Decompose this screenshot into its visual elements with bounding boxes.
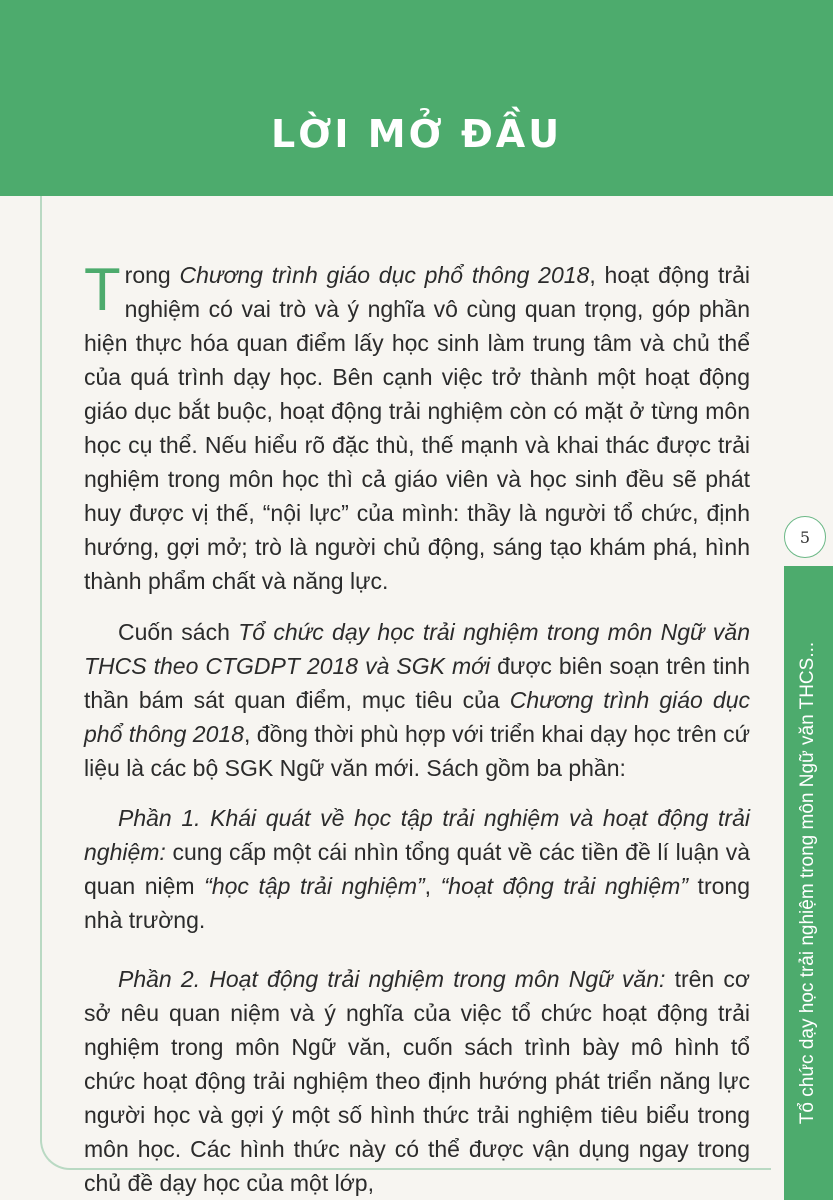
text-run: , hoạt động trải nghiệm có vai trò và ý nghĩa vô cùng quan trọng, góp phần hiện thực hóa quan điểm lấy học sinh làm trung tâm và chủ thể của quá trình dạy học. Bên cạnh việc trở thành một hoạt động giáo dục bắt buộc, hoạt động trải nghiệm còn có mặt ở từng môn học cụ thể. Nếu hiểu rõ đặc thù, thế mạnh và khai thác được trải nghiệm trong môn học thì cả giáo viên và học sinh đều sẽ phát huy được vị thế, “nội lực” của mình: thầy là người tổ chức, định hướng, gợi mở; trò là người chủ động, sáng tạo khám phá, hình thành phẩm chất và năng lực. [84,262,750,594]
text-run: cung cấp một cái nhìn tổng quát về các tiền đề lí luận và quan niệm [84,839,750,899]
italic-run: Phần 1. Khái quát về học tập trải nghiệm và hoạt động trải nghiệm: [84,805,750,865]
page-number: 5 [784,516,826,558]
paragraph-part-2 [84,962,750,1200]
drop-cap: T [84,256,121,323]
paragraph-intro [84,258,750,598]
italic-run: “học tập trải nghiệm” [204,873,425,899]
text-run: trên cơ sở nêu quan niệm và ý nghĩa của việc tổ chức hoạt động trải nghiệm trong môn Ngữ văn, cuốn sách trình bày mô hình tổ chức hoạt động trải nghiệm theo định hướng phát triển năng lực người học và gợi ý một số hình thức trải nghiệm tiêu biểu trong môn học. Các hình thức này có thể được vận dụng ngay trong chủ đề dạy học của một lớp, [84,966,750,1196]
body-text [84,258,750,1200]
text-run: , đồng thời phù hợp với triển khai dạy học trên cứ liệu là các bộ SGK Ngữ văn mới. Sách gồm ba phần: [84,721,750,781]
text-run: rong [124,262,180,288]
running-title: Tổ chức dạy học trải nghiệm trong môn Ngữ văn THCS... [797,641,818,1125]
page-title: LỜI MỞ ĐẦU [270,112,563,156]
italic-run: Chương trình giáo dục phổ thông 2018 [179,262,590,288]
italic-run: Phần 2. Hoạt động trải nghiệm trong môn Ngữ văn: [118,966,666,992]
side-tab [784,566,833,1200]
title-banner [0,0,833,196]
paragraph-book [84,615,750,785]
italic-run: Tổ chức dạy học trải nghiệm trong môn Ngữ văn THCS theo CTGDPT 2018 và SGK mới [84,619,750,679]
italic-run: “hoạt động trải nghiệm” [440,873,688,899]
text-run: trong nhà trường. [84,873,750,933]
italic-run: Chương trình giáo dục phổ thông 2018 [84,687,750,747]
text-run: được biên soạn trên tinh thần bám sát quan điểm, mục tiêu của [84,653,750,713]
paragraph-part-1 [84,801,750,937]
text-run: Cuốn sách [118,619,239,645]
text-run: , [424,873,441,899]
